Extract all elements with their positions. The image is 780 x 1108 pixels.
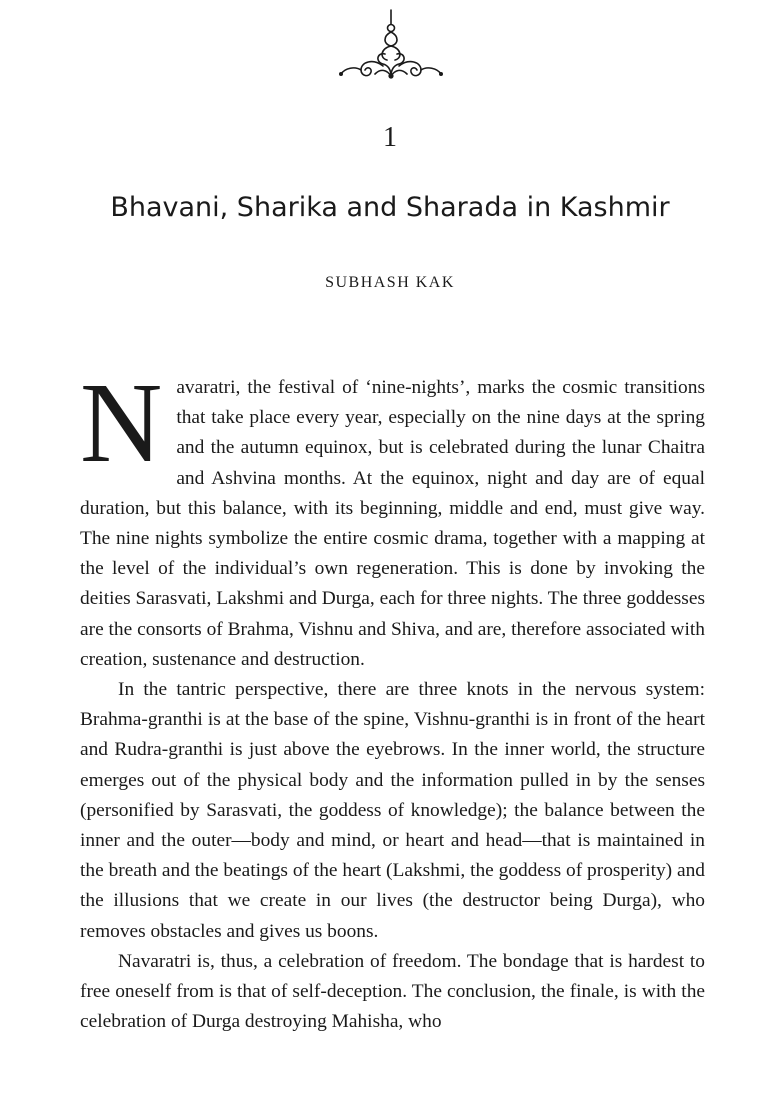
- chapter-number: 1: [383, 122, 397, 153]
- author-name: SUBHASH KAK: [325, 274, 455, 291]
- paragraph-1-text: avaratri, the festival of ‘nine-nights’, marks the cosmic transitions that take place every year, especially on the nine days at the spring and the autumn equinox, but is celebrated during the lunar Chaitra and Ashvina months. At the equinox, night and day are of equal duration, but this balance, with its beginning, middle and end, must give way. The nine nights symbolize the entire cosmic drama, together with a mapping at the level of the individual’s own regeneration. This is done by invoking the deities Sarasvati, Lakshmi and Durga, each for three nights. The three goddesses are the consorts of Brahma, Vishnu and Shiva, and are, therefore associated with creation, sustenance and destruction.: [80, 377, 705, 670]
- chapter-title: Bhavani, Sharika and Sharada in Kashmir: [110, 192, 670, 223]
- paragraph-1: [80, 359, 705, 675]
- chapter-body: [80, 359, 705, 1037]
- paragraph-3: Navaratri is, thus, a celebration of freedom. The bondage that is hardest to free oneself from is that of self-deception. The conclusion, the finale, is with the celebration of Durga destroying Mahisha, who: [80, 950, 705, 1033]
- drop-cap: N: [80, 359, 163, 486]
- paragraph-2: In the tantric perspective, there are three knots in the nervous system: Brahma-granthi is at the base of the spine, Vishnu-granthi is in front of the heart and Rudra-granthi is just above the eyebrows. In the inner world, the structure emerges out of the physical body and the information pulled in by the senses (personified by Sarasvati, the goddess of knowledge); the balance between the inner and the outer—body and mind, or heart and head—that is maintained in the breath and the beatings of the heart (Lakshmi, the goddess of prosperity) and the illusions that we create in our lives (the destructor being Durga), who removes obstacles and gives us boons.: [80, 679, 705, 942]
- flourish-ornament: [335, 8, 447, 84]
